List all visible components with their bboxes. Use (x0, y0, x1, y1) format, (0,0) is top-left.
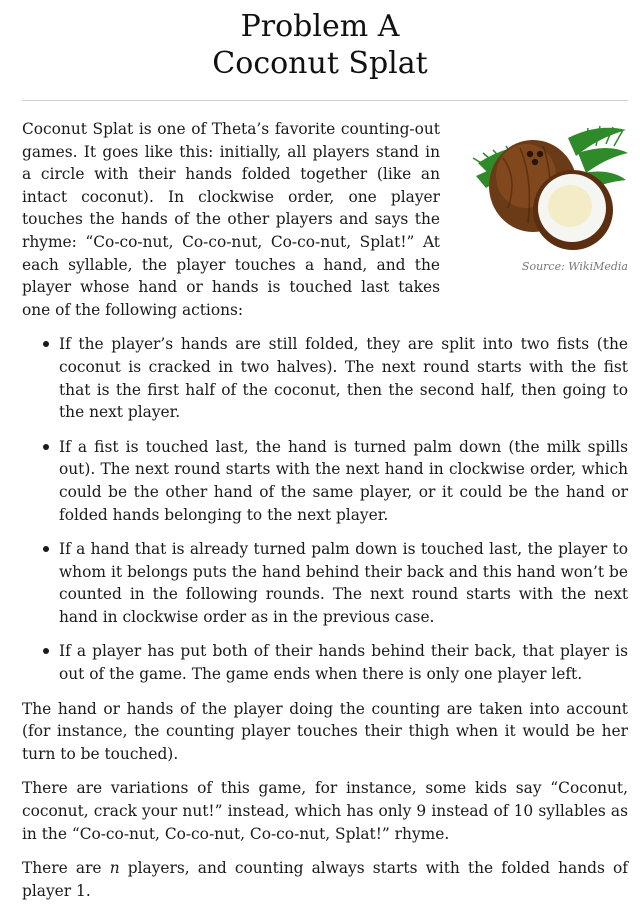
bullet-icon (43, 546, 49, 552)
caption-source-link[interactable]: WikiMedia (568, 260, 628, 273)
counting-paragraph: The hand or hands of the player doing the counting are taken into account (for instance, the counting player touches their thigh when it would be her turn to be touched). (22, 699, 628, 763)
rule-item (22, 333, 628, 423)
syllable-count-9: 9 (416, 802, 427, 821)
variations-text-1: There are variations of this game, for instance, some kids say “Coconut, coconut, crack your nut!” instead, which has only (22, 779, 628, 821)
rule-text: If a fist is touched last, the hand is turned palm down (the milk spills out). The next round starts with the next hand in clockwise order, which could be the other hand of the same player, or it could be the hand or folded hands belonging to the next player. (59, 437, 628, 524)
coconut-figure (458, 118, 628, 274)
players-text-1: There are (22, 859, 110, 878)
players-text-2: players, and counting always starts with the folded hands of player (22, 859, 628, 900)
title-line-1: Problem A (240, 9, 400, 44)
problem-statement (22, 118, 628, 914)
syllable-count-10: 10 (513, 802, 534, 821)
bullet-icon (43, 444, 49, 450)
players-paragraph (22, 857, 628, 902)
intro-paragraph: Coconut Splat is one of Theta’s favorite counting-out games. It goes like this: initially, all players stand in a circle with their hands folded together (like an intact coconut). In clockwise order, one player touches the hands of the other players and says the rhyme: “Co-co-nut, Co-co-nut, Co-co-nut, Splat!” At each syllable, the player touches a hand, and the player whose hand or hands is touched last takes one of the following actions: (22, 120, 440, 319)
variations-paragraph (22, 777, 628, 845)
rule-item (22, 640, 628, 685)
rule-text: If the player’s hands are still folded, they are split into two fists (the coconut is cracked in two halves). The next round starts with the fist that is the first half of the coconut, then the second half, then going to the next player. (59, 335, 628, 422)
rule-text: If a player has put both of their hands behind their back, that player is out of the game. The game ends when there is only one player left. (59, 642, 628, 684)
variable-n: n (109, 859, 120, 878)
variations-text-3: syllables as in the “Co-co-nut, Co-co-nut, Co-co-nut, Splat!” rhyme. (22, 802, 628, 843)
caption-prefix: Source: (521, 260, 569, 273)
page-title (0, 0, 640, 82)
figure-caption (458, 260, 628, 274)
rules-list (22, 333, 628, 685)
rule-text: If a hand that is already turned palm down is touched last, the player to whom it belongs puts the hand behind their back and this hand won’t be counted in the following rounds. The next round starts with the next hand in clockwise order as in the previous case. (59, 540, 628, 626)
rule-item (22, 436, 628, 526)
bullet-icon (43, 648, 49, 654)
coconut-illustration (458, 118, 628, 258)
title-divider (22, 100, 628, 101)
variations-text-2: instead of (426, 802, 514, 821)
player-number: 1 (76, 881, 86, 900)
bullet-icon (43, 341, 49, 347)
title-line-2: Coconut Splat (212, 46, 428, 81)
rule-item (22, 538, 628, 628)
players-text-end: . (85, 881, 91, 900)
